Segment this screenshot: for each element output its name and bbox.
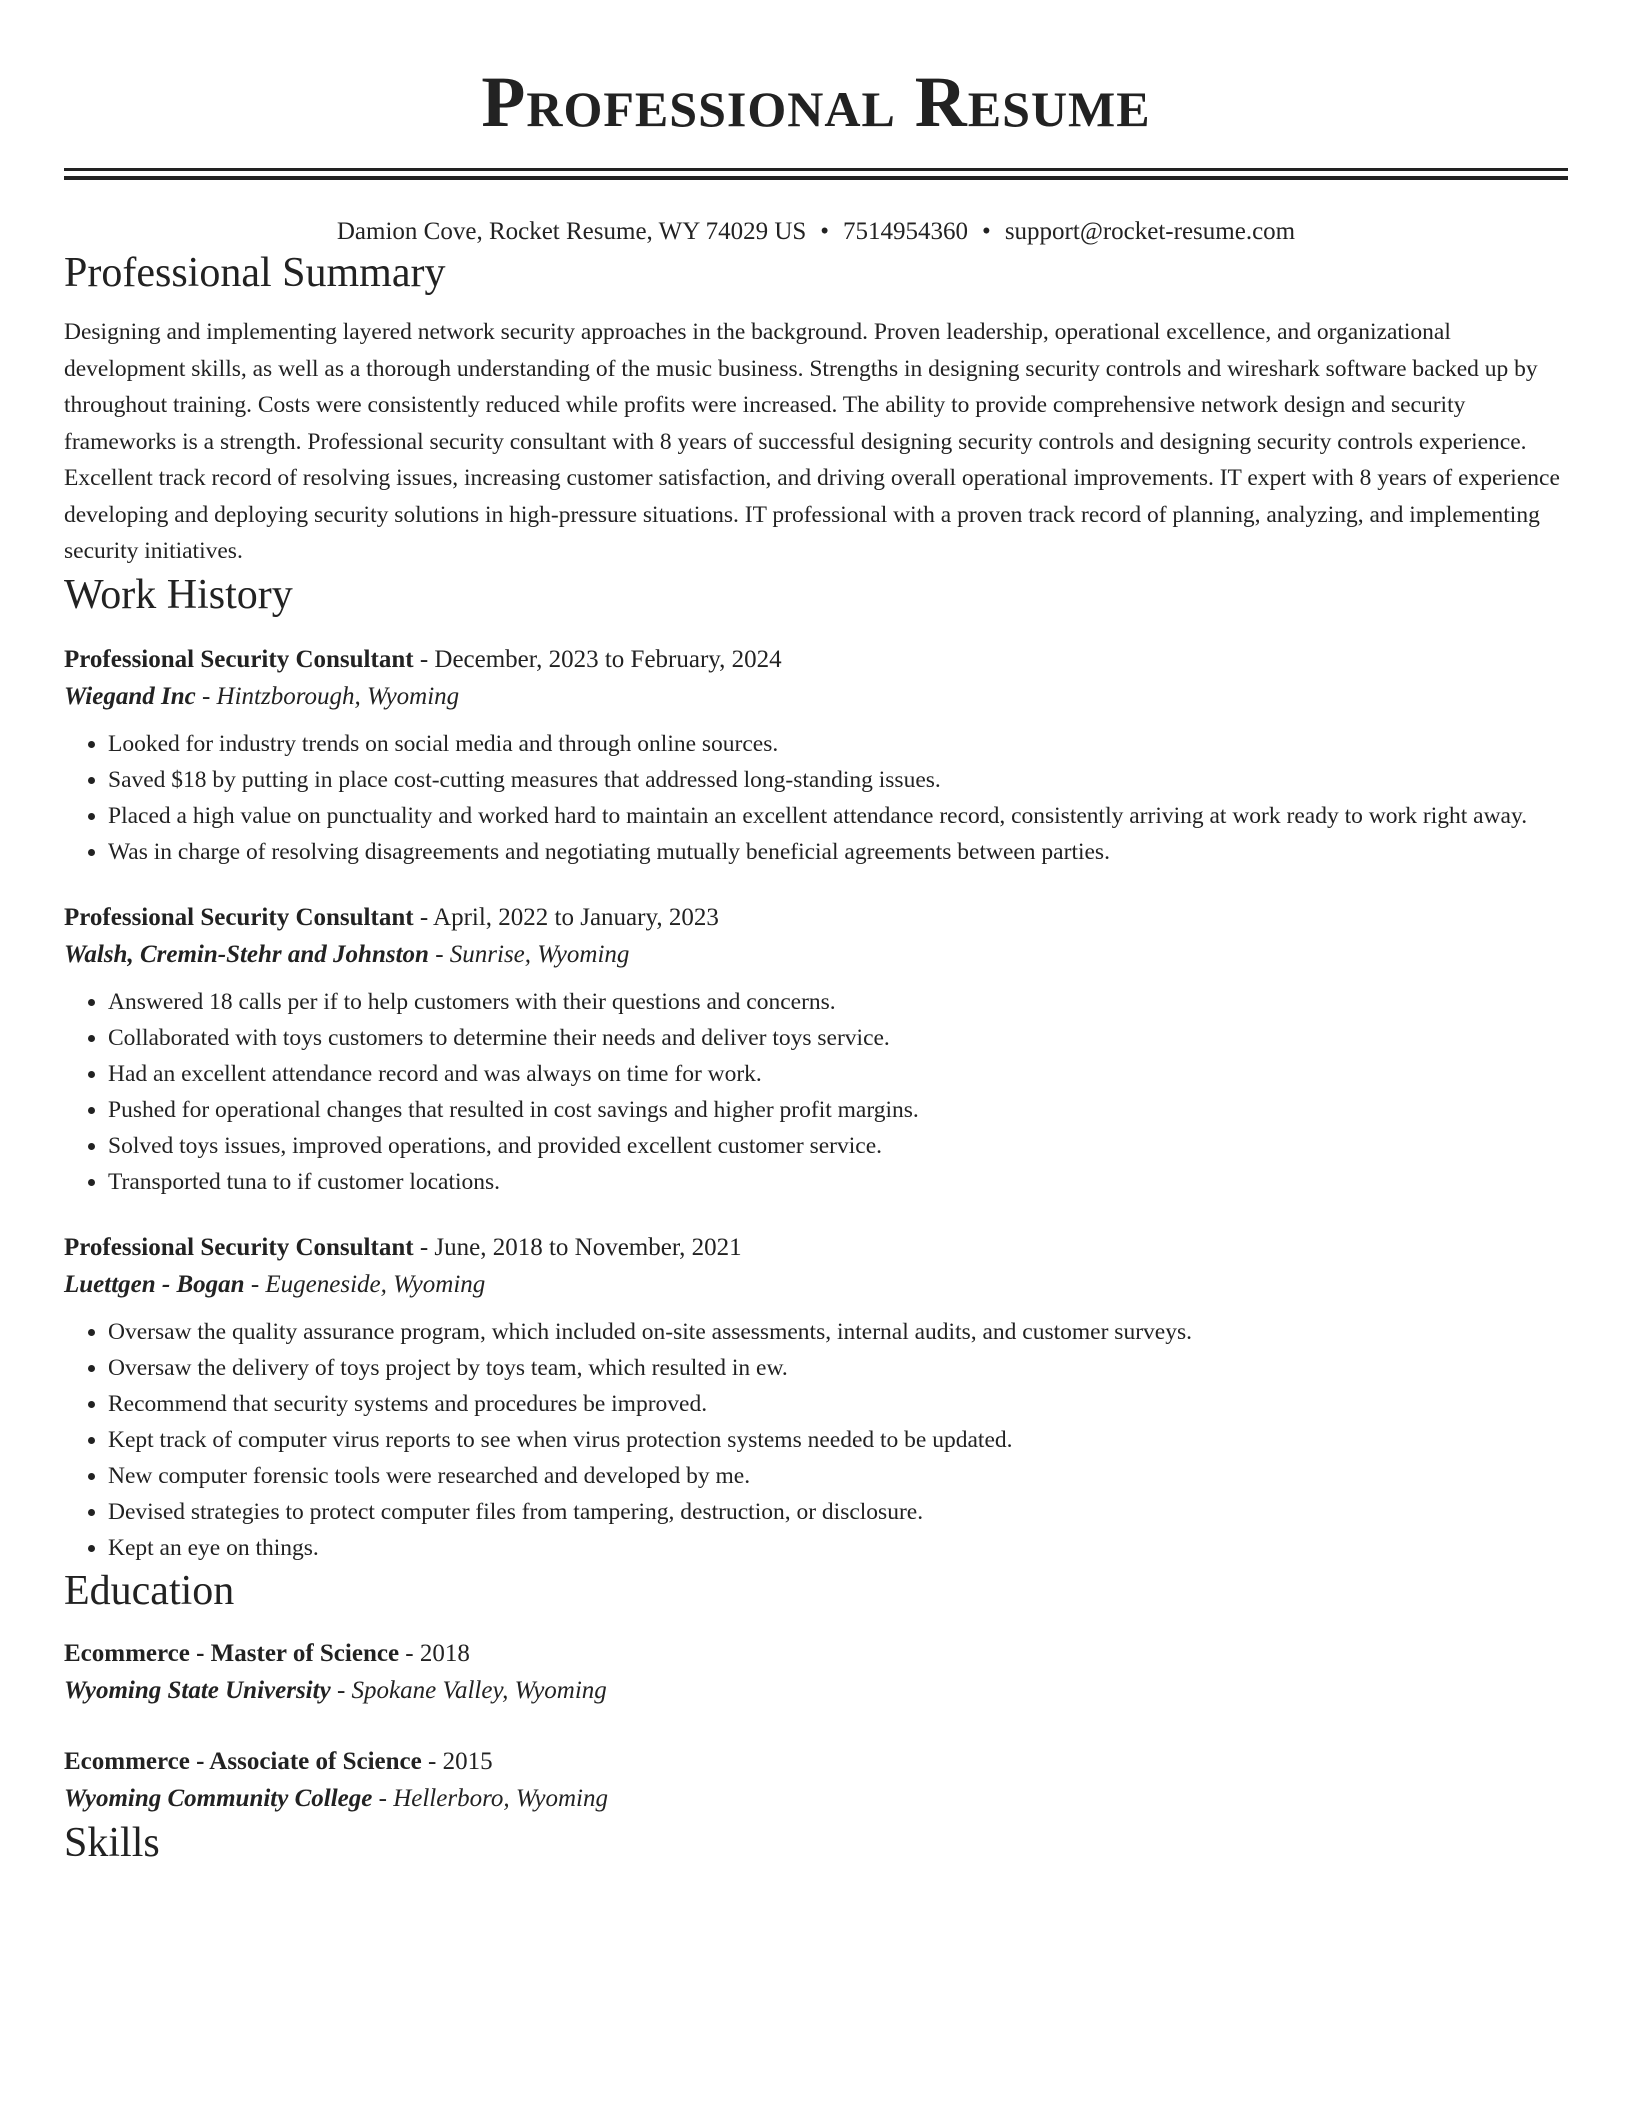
job-company: Luettgen - Bogan xyxy=(64,1270,245,1298)
job-bullet: • Looked for industry trends on social media and through online sources. xyxy=(108,726,1568,762)
job-company-line xyxy=(64,1266,1568,1304)
job-bullet: • Oversaw the quality assurance program, which included on-site assessments, internal audits, and customer surveys. xyxy=(108,1314,1568,1350)
education-location: - Spokane Valley, Wyoming xyxy=(330,1676,607,1704)
education-school-line xyxy=(64,1780,1568,1818)
job-company: Walsh, Cremin-Stehr and Johnston xyxy=(64,940,429,968)
education-year: - 2015 xyxy=(421,1747,493,1775)
job-entry xyxy=(64,1230,1568,1566)
education-school: Wyoming Community College xyxy=(64,1784,373,1812)
contact-separator: • xyxy=(982,218,991,245)
job-title: Professional Security Consultant xyxy=(64,1233,414,1261)
title-rule-top xyxy=(64,168,1568,171)
education-entry xyxy=(64,1744,1568,1818)
job-location: - Sunrise, Wyoming xyxy=(428,940,630,968)
contact-phone: 7514954360 xyxy=(843,218,969,245)
resume-title: Professional Resume xyxy=(481,62,1151,142)
job-bullet: • Placed a high value on punctuality and worked hard to maintain an excellent attendance record, consistently arriving at work ready to work right away. xyxy=(108,798,1568,834)
job-company-line xyxy=(64,678,1568,716)
contact-email: support@rocket-resume.com xyxy=(1004,218,1296,245)
job-title: Professional Security Consultant xyxy=(64,645,414,673)
job-bullet: • Kept an eye on things. xyxy=(108,1530,1568,1566)
title-rule-bottom xyxy=(64,176,1568,180)
job-bullet: • Oversaw the delivery of toys project by toys team, which resulted in ew. xyxy=(108,1350,1568,1386)
job-bullet: • Saved $18 by putting in place cost-cutting measures that addressed long-standing issues. xyxy=(108,762,1568,798)
job-bullet: • Was in charge of resolving disagreements and negotiating mutually beneficial agreements between parties. xyxy=(108,834,1568,870)
job-role-line xyxy=(64,900,1568,936)
job-bullet: • Devised strategies to protect computer files from tampering, destruction, or disclosure. xyxy=(108,1494,1568,1530)
education-degree: Ecommerce - Associate of Science xyxy=(64,1747,422,1775)
summary-heading: Professional Summary xyxy=(64,250,446,296)
contact-line xyxy=(64,216,1568,248)
job-bullet: • New computer forensic tools were researched and developed by me. xyxy=(108,1458,1568,1494)
job-entry xyxy=(64,900,1568,1200)
job-bullets xyxy=(64,1314,1568,1566)
education-degree-line xyxy=(64,1744,1568,1780)
contact-address: Damion Cove, Rocket Resume, WY 74029 US xyxy=(336,218,807,245)
job-bullets xyxy=(64,726,1568,870)
job-dates: - December, 2023 to February, 2024 xyxy=(413,645,782,673)
work-history-heading: Work History xyxy=(64,571,293,618)
job-bullet: • Transported tuna to if customer locations. xyxy=(108,1164,1568,1200)
education-school: Wyoming State University xyxy=(64,1676,331,1704)
job-bullet: • Recommend that security systems and procedures be improved. xyxy=(108,1386,1568,1422)
job-title: Professional Security Consultant xyxy=(64,903,414,931)
job-bullet: • Answered 18 calls per if to help customers with their questions and concerns. xyxy=(108,984,1568,1020)
job-role-line xyxy=(64,1230,1568,1266)
summary-text: Designing and implementing layered network security approaches in the background. Proven leadership, operational excellence, and organizational development skills, as well as a thorough understanding of the music business. Strengths in designing security controls and wireshark software backed up by throughout training. Costs were consistently reduced while profits were increased. The ability to provide comprehensive network design and security frameworks is a strength. Professional security consultant with 8 years of successful designing security controls and designing security controls experience. Excellent track record of resolving issues, increasing customer satisfaction, and driving overall operational improvements. IT expert with 8 years of experience developing and deploying security solutions in high-pressure situations. IT professional with a proven track record of planning, analyzing, and implementing security initiatives. xyxy=(64,319,1560,564)
education-degree: Ecommerce - Master of Science xyxy=(64,1639,400,1667)
job-bullet: • Pushed for operational changes that resulted in cost savings and higher profit margins. xyxy=(108,1092,1568,1128)
job-bullet: • Collaborated with toys customers to determine their needs and deliver toys service. xyxy=(108,1020,1568,1056)
education-degree-line xyxy=(64,1636,1568,1672)
job-dates: - April, 2022 to January, 2023 xyxy=(413,903,719,931)
job-company-line xyxy=(64,936,1568,974)
job-entry xyxy=(64,642,1568,870)
job-location: - Hintzborough, Wyoming xyxy=(195,682,460,710)
job-location: - Eugeneside, Wyoming xyxy=(244,1270,486,1298)
contact-separator: • xyxy=(820,218,830,245)
job-dates: - June, 2018 to November, 2021 xyxy=(413,1233,742,1261)
education-location: - Hellerboro, Wyoming xyxy=(372,1784,608,1812)
job-bullet: • Solved toys issues, improved operations, and provided excellent customer service. xyxy=(108,1128,1568,1164)
job-bullet: • Had an excellent attendance record and was always on time for work. xyxy=(108,1056,1568,1092)
education-heading: Education xyxy=(64,1567,235,1614)
education-year: - 2018 xyxy=(399,1639,470,1667)
job-bullet: • Kept track of computer virus reports to see when virus protection systems needed to be updated. xyxy=(108,1422,1568,1458)
education-entry xyxy=(64,1636,1568,1710)
education-school-line xyxy=(64,1672,1568,1710)
skills-heading: Skills xyxy=(64,1819,160,1866)
job-role-line xyxy=(64,642,1568,678)
job-company: Wiegand Inc xyxy=(64,682,196,710)
job-bullets xyxy=(64,984,1568,1200)
